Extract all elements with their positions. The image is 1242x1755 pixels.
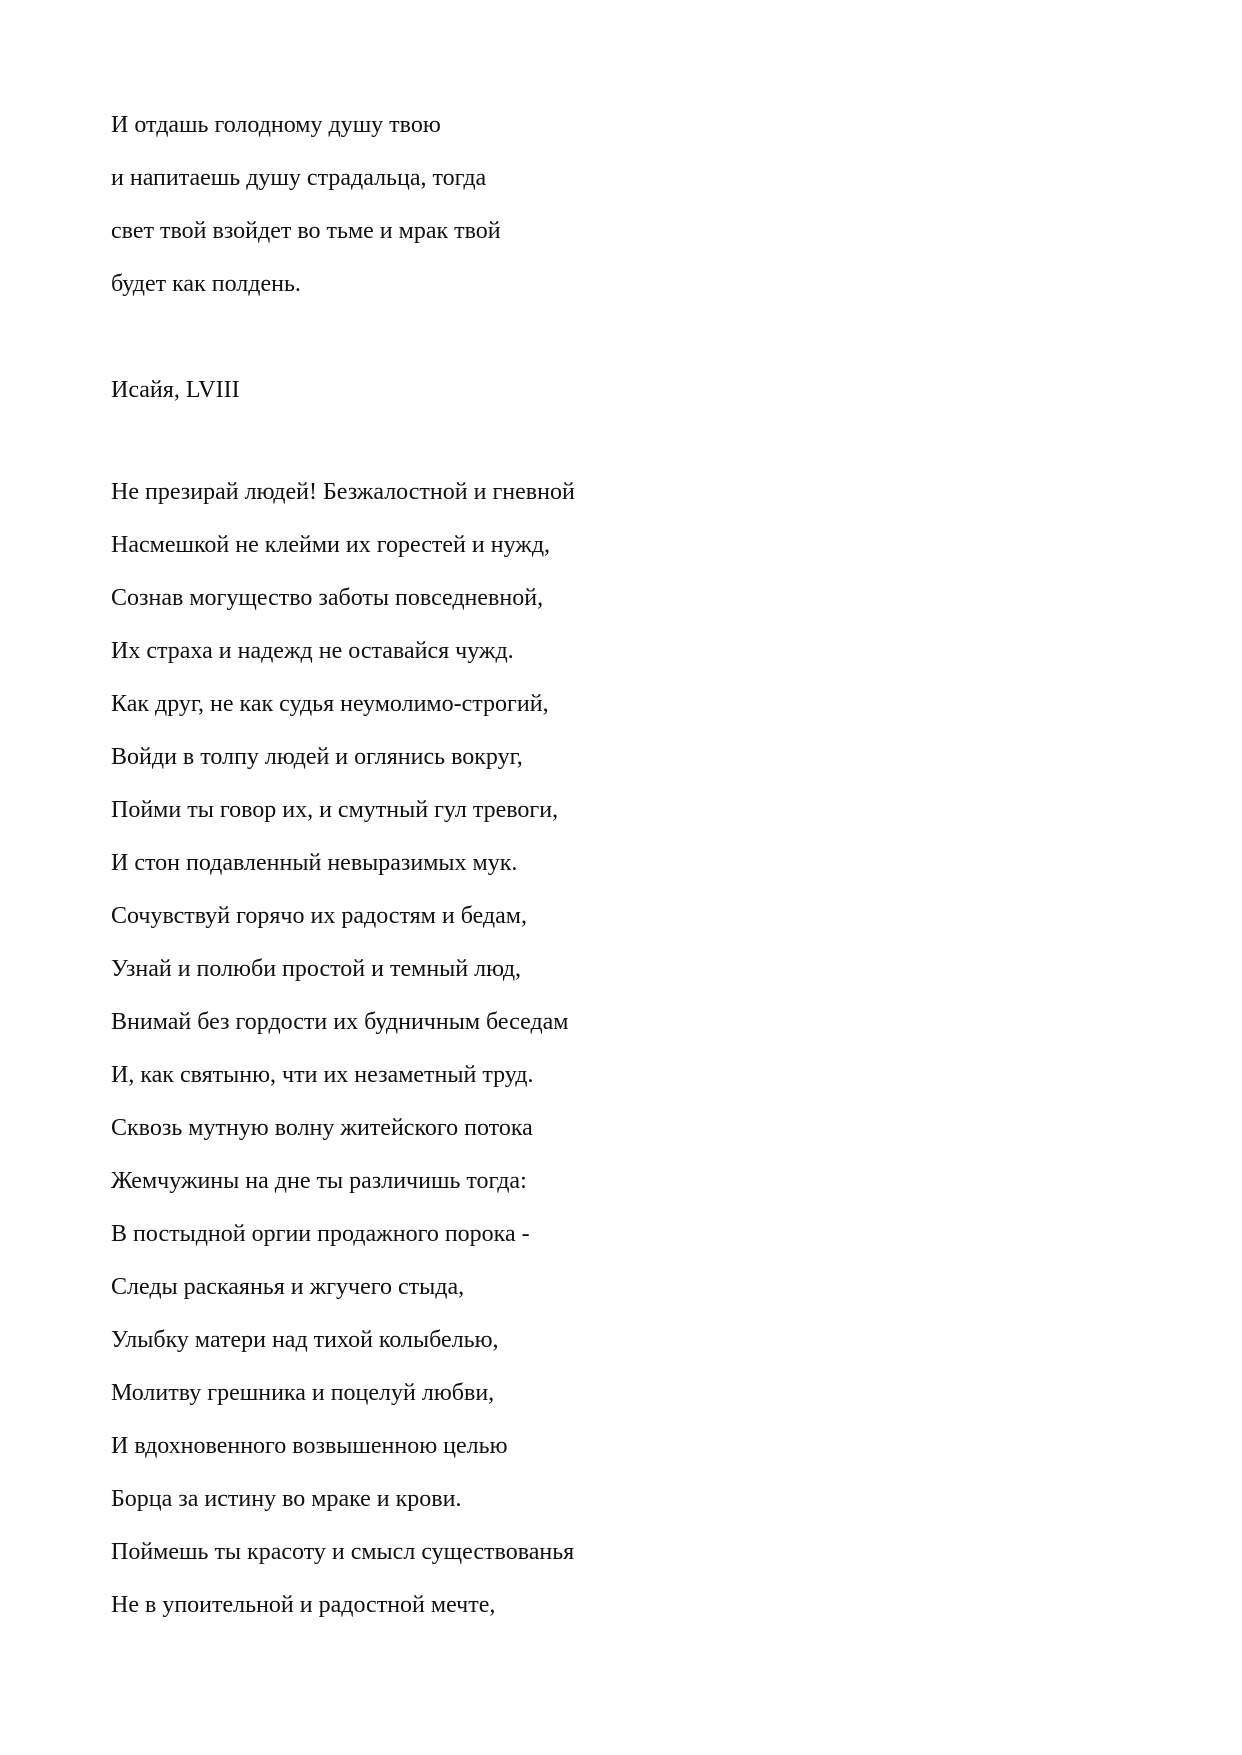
- poem-line: Поймешь ты красоту и смысл существованья: [111, 1539, 575, 1565]
- poem-line: Борца за истину во мраке и крови.: [111, 1486, 462, 1512]
- poem-line: Жемчужины на дне ты различишь тогда:: [111, 1168, 527, 1194]
- epigraph-line: и напитаешь душу страдальца, тогда: [111, 165, 487, 191]
- poem-line: Сознав могущество заботы повседневной,: [111, 585, 544, 611]
- epigraph-line: И отдашь голодному душу твою: [111, 112, 441, 138]
- poem-line: И, как святыню, чти их незаметный труд.: [111, 1062, 534, 1088]
- poem-line: Сквозь мутную волну житейского потока: [111, 1115, 533, 1141]
- epigraph: [111, 99, 501, 311]
- poem-line: Следы раскаянья и жгучего стыда,: [111, 1274, 465, 1300]
- poem-line: Как друг, не как судья неумолимо-строгий,: [111, 691, 549, 717]
- poem-line: Молитву грешника и поцелуй любви,: [111, 1380, 495, 1406]
- poem-line: Узнай и полюби простой и темный люд,: [111, 956, 522, 982]
- poem-line: Не в упоительной и радостной мечте,: [111, 1592, 496, 1618]
- poem-line: Пойми ты говор их, и смутный гул тревоги,: [111, 797, 559, 823]
- epigraph-line: свет твой взойдет во тьме и мрак твой: [111, 218, 501, 244]
- poem-line: Улыбку матери над тихой колыбелью,: [111, 1327, 499, 1353]
- poem-line: Сочувствуй горячо их радостям и бедам,: [111, 903, 527, 929]
- epigraph-attribution: [111, 364, 240, 417]
- poem-line: Внимай без гордости их будничным беседам: [111, 1009, 569, 1035]
- poem-line: И стон подавленный невыразимых мук.: [111, 850, 518, 876]
- poem-body: [111, 466, 575, 1632]
- poem-line: И вдохновенного возвышенною целью: [111, 1433, 508, 1459]
- attribution-text: Исайя, LVIII: [111, 377, 240, 403]
- poem-line: Их страха и надежд не оставайся чужд.: [111, 638, 514, 664]
- poem-line: Не презирай людей! Безжалостной и гневной: [111, 479, 575, 505]
- poem-line: Насмешкой не клейми их горестей и нужд,: [111, 532, 551, 558]
- epigraph-line: будет как полдень.: [111, 271, 301, 297]
- poem-line: Войди в толпу людей и оглянись вокруг,: [111, 744, 523, 770]
- poem-line: В постыдной оргии продажного порока -: [111, 1221, 530, 1247]
